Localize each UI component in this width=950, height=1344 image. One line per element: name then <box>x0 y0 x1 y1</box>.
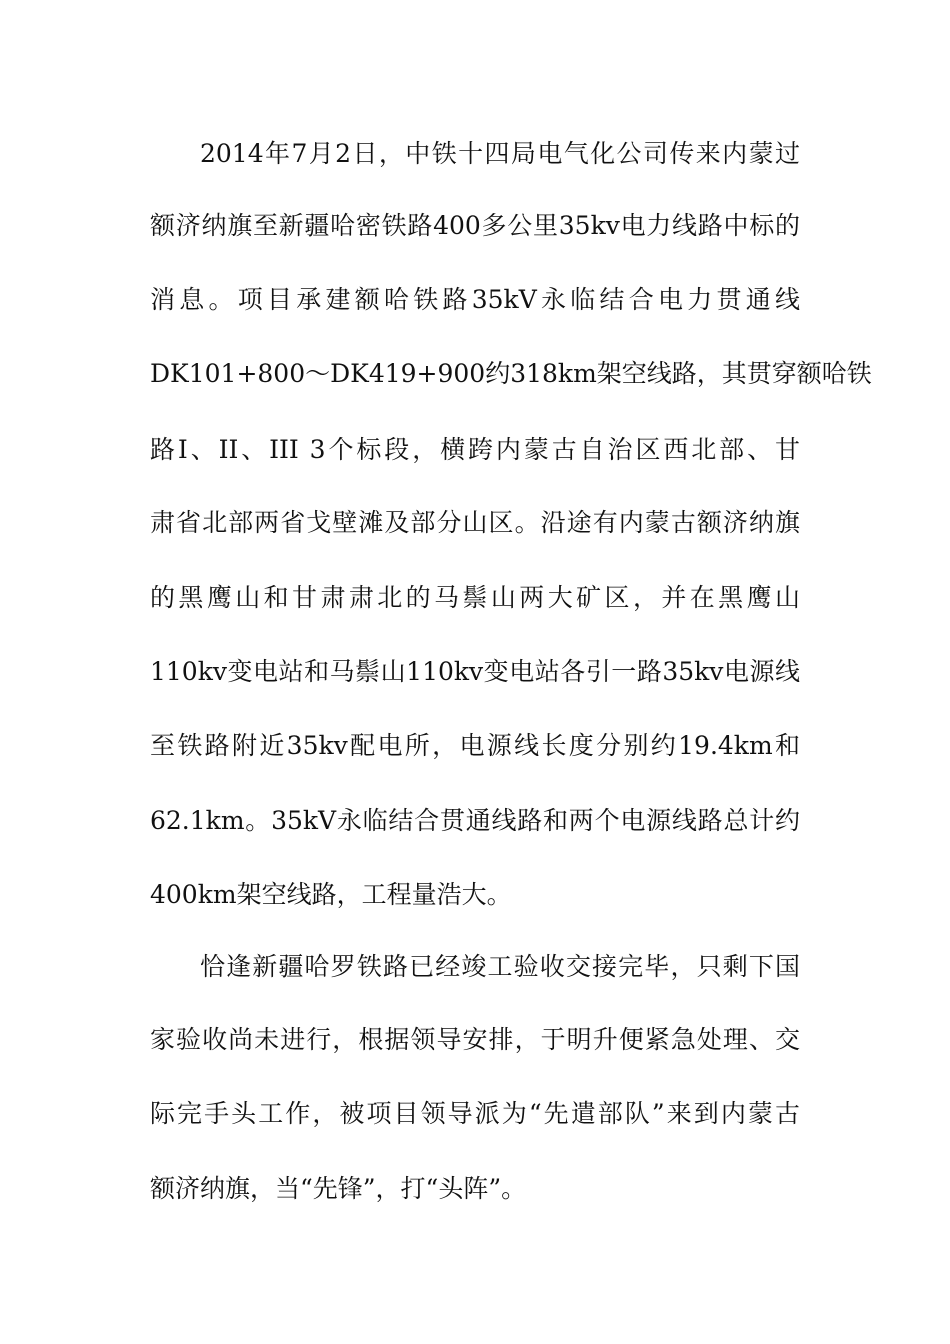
paragraph-line: DK101+800～DK419+900约318km架空线路，其贯穿额哈铁 <box>150 359 872 388</box>
paragraph-line: 62.1km。35kV永临结合贯通线路和两个电源线路总计约 <box>150 806 800 835</box>
paragraph-line: 际完手头工作，被项目领导派为“先遣部队”来到内蒙古 <box>150 1099 800 1128</box>
paragraph-line: 2014年7月2日，中铁十四局电气化公司传来内蒙过 <box>200 139 800 168</box>
paragraph-line: 额济纳旗至新疆哈密铁路400多公里35kv电力线路中标的 <box>150 211 800 240</box>
paragraph-line: 肃省北部两省戈壁滩及部分山区。沿途有内蒙古额济纳旗 <box>150 508 800 537</box>
paragraph-line: 路I、II、III 3个标段，横跨内蒙古自治区西北部、甘 <box>150 435 800 464</box>
paragraph-line: 110kv变电站和马鬃山110kv变电站各引一路35kv电源线 <box>150 657 800 686</box>
paragraph-line: 的黑鹰山和甘肃肃北的马鬃山两大矿区，并在黑鹰山 <box>150 583 800 612</box>
paragraph-line: 恰逢新疆哈罗铁路已经竣工验收交接完毕，只剩下国 <box>200 952 800 981</box>
paragraph-line: 400km架空线路，工程量浩大。 <box>150 880 512 909</box>
paragraph-line: 消息。项目承建额哈铁路35kV永临结合电力贯通线 <box>150 285 800 314</box>
paragraph-line: 额济纳旗，当“先锋”，打“头阵”。 <box>150 1174 527 1203</box>
paragraph-line: 家验收尚未进行，根据领导安排，于明升便紧急处理、交 <box>150 1025 800 1054</box>
paragraph-line: 至铁路附近35kv配电所，电源线长度分别约19.4km和 <box>150 731 800 760</box>
